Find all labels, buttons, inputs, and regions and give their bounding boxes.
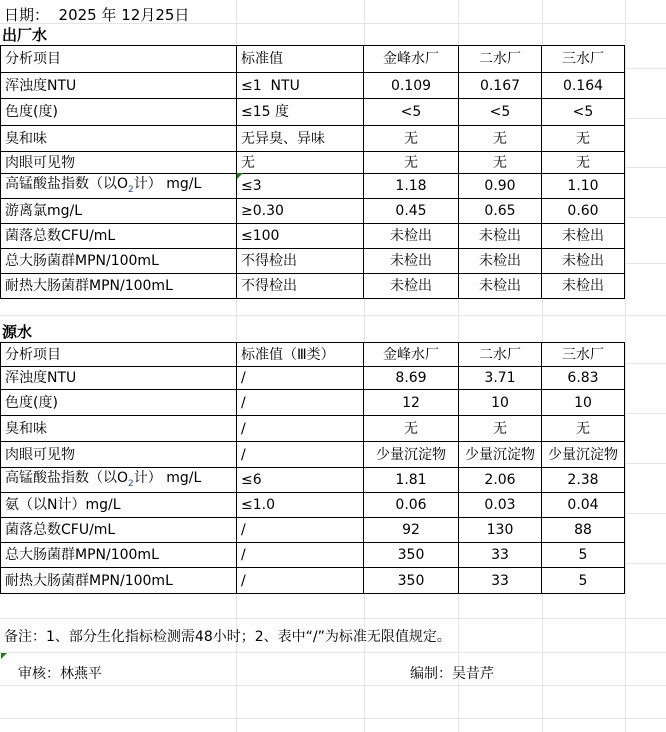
item-label-part: 高锰酸盐指数（以O (5, 176, 129, 193)
header-standard[interactable]: 标准值 (237, 46, 364, 73)
standard-cell[interactable]: ≤3 (237, 174, 364, 199)
standard-cell[interactable]: 不得检出 (237, 249, 364, 274)
value-cell[interactable]: 33 (459, 568, 542, 594)
section-title-outlet-water[interactable]: 出厂水 (2, 26, 48, 44)
value-cell[interactable]: 无 (459, 416, 542, 442)
standard-cell[interactable]: ≥0.30 (237, 199, 364, 224)
standard-cell[interactable]: 不得检出 (237, 274, 364, 299)
table-row (1, 367, 625, 390)
gridline (625, 0, 626, 732)
subscript-2: 2 (128, 478, 134, 489)
value-cell[interactable]: 10 (459, 390, 542, 416)
table-row (1, 99, 625, 126)
header-item[interactable]: 分析项目 (1, 343, 237, 367)
value-cell[interactable]: 无 (542, 152, 625, 174)
value-cell[interactable]: 350 (364, 568, 459, 594)
table-row (1, 493, 625, 518)
header-plant-two[interactable]: 二水厂 (459, 343, 542, 367)
header-plant-two[interactable]: 二水厂 (459, 46, 542, 73)
item-cell[interactable]: 浑浊度NTU (1, 73, 237, 99)
standard-cell[interactable]: / (237, 518, 364, 543)
standard-cell[interactable]: ≤100 (237, 224, 364, 249)
standard-cell[interactable]: ≤15 度 (237, 99, 364, 126)
item-cell[interactable] (1, 468, 237, 493)
table-row (1, 152, 625, 174)
item-cell[interactable]: 氨（以N计）mg/L (1, 493, 237, 518)
value-cell[interactable]: 0.06 (364, 493, 459, 518)
standard-cell[interactable]: / (237, 442, 364, 468)
table-row (1, 199, 625, 224)
gridline (0, 718, 666, 719)
item-label-part: 计） mg/L (133, 176, 202, 193)
standard-cell[interactable]: / (237, 416, 364, 442)
header-plant-jinfeng[interactable]: 金峰水厂 (364, 343, 459, 367)
reviewer-cell[interactable]: 审核：林燕平 (18, 666, 102, 682)
value-cell[interactable]: 5 (542, 568, 625, 594)
item-cell[interactable]: 肉眼可见物 (1, 442, 237, 468)
table-row (1, 416, 625, 442)
value-cell[interactable]: 无 (542, 416, 625, 442)
standard-cell[interactable]: / (237, 367, 364, 390)
standard-cell[interactable]: ≤6 (237, 468, 364, 493)
section-title-source-water[interactable]: 源水 (2, 323, 33, 341)
value-cell[interactable]: 2.38 (542, 468, 625, 493)
item-cell[interactable]: 菌落总数CFU/mL (1, 224, 237, 249)
value-cell[interactable]: <5 (459, 99, 542, 126)
value-cell[interactable]: 130 (459, 518, 542, 543)
value-cell[interactable]: 1.18 (364, 174, 459, 199)
value-cell[interactable]: 无 (364, 152, 459, 174)
header-row (1, 343, 625, 367)
value-cell[interactable]: 33 (459, 543, 542, 568)
item-cell[interactable]: 耐热大肠菌群MPN/100mL (1, 274, 237, 299)
header-standard[interactable]: 标准值（Ⅲ类） (237, 343, 364, 367)
value-cell[interactable]: 无 (459, 126, 542, 152)
value-cell[interactable]: 少量沉淀物 (542, 442, 625, 468)
table-row (1, 543, 625, 568)
value-cell[interactable]: 未检出 (459, 249, 542, 274)
value-cell[interactable]: 未检出 (542, 249, 625, 274)
item-cell[interactable] (1, 174, 237, 199)
outlet-water-table (0, 45, 625, 299)
cell-error-indicator-icon (1, 653, 7, 659)
gridline (0, 652, 666, 653)
value-cell[interactable]: 1.81 (364, 468, 459, 493)
subscript-2: 2 (128, 184, 134, 195)
table-row (1, 126, 625, 152)
item-cell[interactable]: 臭和味 (1, 416, 237, 442)
value-cell[interactable]: 未检出 (459, 274, 542, 299)
table-row (1, 442, 625, 468)
standard-cell[interactable]: / (237, 390, 364, 416)
value-cell[interactable]: 未检出 (364, 274, 459, 299)
standard-cell[interactable]: ≤1.0 (237, 493, 364, 518)
item-label-part: 高锰酸盐指数（以O (5, 470, 129, 487)
gridline (0, 685, 666, 686)
table-row (1, 73, 625, 99)
header-plant-three[interactable]: 三水厂 (542, 46, 625, 73)
item-cell[interactable]: 浑浊度NTU (1, 367, 237, 390)
value-cell[interactable]: 0.164 (542, 73, 625, 99)
item-cell[interactable]: 色度(度) (1, 390, 237, 416)
value-cell[interactable]: 0.90 (459, 174, 542, 199)
date-cell[interactable]: 日期： 2025 年 12月25日 (4, 6, 190, 24)
value-cell[interactable]: 88 (542, 518, 625, 543)
value-cell[interactable]: <5 (542, 99, 625, 126)
value-cell[interactable]: 12 (364, 390, 459, 416)
value-cell[interactable]: 0.167 (459, 73, 542, 99)
standard-cell[interactable]: ≤1 NTU (237, 73, 364, 99)
standard-cell[interactable]: / (237, 568, 364, 594)
standard-cell[interactable]: / (237, 543, 364, 568)
value-cell[interactable]: 无 (364, 416, 459, 442)
value-cell[interactable]: 未检出 (459, 224, 542, 249)
item-cell[interactable]: 色度(度) (1, 99, 237, 126)
value-cell[interactable]: 0.03 (459, 493, 542, 518)
value-cell[interactable]: 2.06 (459, 468, 542, 493)
item-cell[interactable]: 臭和味 (1, 126, 237, 152)
table-row (1, 174, 625, 199)
table-row (1, 568, 625, 594)
item-label-part: 计） mg/L (133, 470, 202, 487)
value-cell[interactable]: 未检出 (542, 224, 625, 249)
value-cell[interactable]: 0.45 (364, 199, 459, 224)
value-cell[interactable]: 无 (364, 126, 459, 152)
item-cell[interactable]: 耐热大肠菌群MPN/100mL (1, 568, 237, 594)
gridline (0, 618, 666, 619)
table-row (1, 518, 625, 543)
value-cell[interactable]: 8.69 (364, 367, 459, 390)
value-cell[interactable]: 未检出 (364, 249, 459, 274)
value-cell[interactable]: 0.109 (364, 73, 459, 99)
value-cell[interactable]: 少量沉淀物 (364, 442, 459, 468)
table-row (1, 468, 625, 493)
gridline (0, 315, 666, 316)
value-cell[interactable]: 少量沉淀物 (459, 442, 542, 468)
value-cell[interactable]: 3.71 (459, 367, 542, 390)
item-cell[interactable]: 总大肠菌群MPN/100mL (1, 249, 237, 274)
value-cell[interactable]: 6.83 (542, 367, 625, 390)
table-row (1, 249, 625, 274)
item-cell[interactable]: 游离氯mg/L (1, 199, 237, 224)
value-cell[interactable]: 未检出 (364, 224, 459, 249)
value-cell[interactable]: 未检出 (542, 274, 625, 299)
table-row (1, 224, 625, 249)
cell-error-indicator-icon (237, 173, 243, 179)
source-water-table (0, 342, 625, 594)
value-cell[interactable]: 无 (459, 152, 542, 174)
value-cell[interactable]: <5 (364, 99, 459, 126)
header-plant-three[interactable]: 三水厂 (542, 343, 625, 367)
item-cell[interactable]: 菌落总数CFU/mL (1, 518, 237, 543)
item-cell[interactable]: 肉眼可见物 (1, 152, 237, 174)
header-row (1, 46, 625, 73)
item-cell[interactable]: 总大肠菌群MPN/100mL (1, 543, 237, 568)
value-cell[interactable]: 无 (542, 126, 625, 152)
standard-cell[interactable]: 无 (237, 152, 364, 174)
notes-cell[interactable]: 备注：1、部分生化指标检测需48小时；2、表中“/”为标准无限值规定。 (4, 629, 451, 645)
preparer-cell[interactable]: 编制：吴昔芹 (410, 666, 494, 682)
standard-cell[interactable]: 无异臭、异味 (237, 126, 364, 152)
value-cell[interactable]: 350 (364, 543, 459, 568)
table-row (1, 390, 625, 416)
value-cell[interactable]: 92 (364, 518, 459, 543)
value-cell[interactable]: 1.10 (542, 174, 625, 199)
value-cell[interactable]: 0.65 (459, 199, 542, 224)
value-cell[interactable]: 10 (542, 390, 625, 416)
value-cell[interactable]: 5 (542, 543, 625, 568)
table-row (1, 274, 625, 299)
value-cell[interactable]: 0.60 (542, 199, 625, 224)
value-cell[interactable]: 0.04 (542, 493, 625, 518)
header-item[interactable]: 分析项目 (1, 46, 237, 73)
header-plant-jinfeng[interactable]: 金峰水厂 (364, 46, 459, 73)
